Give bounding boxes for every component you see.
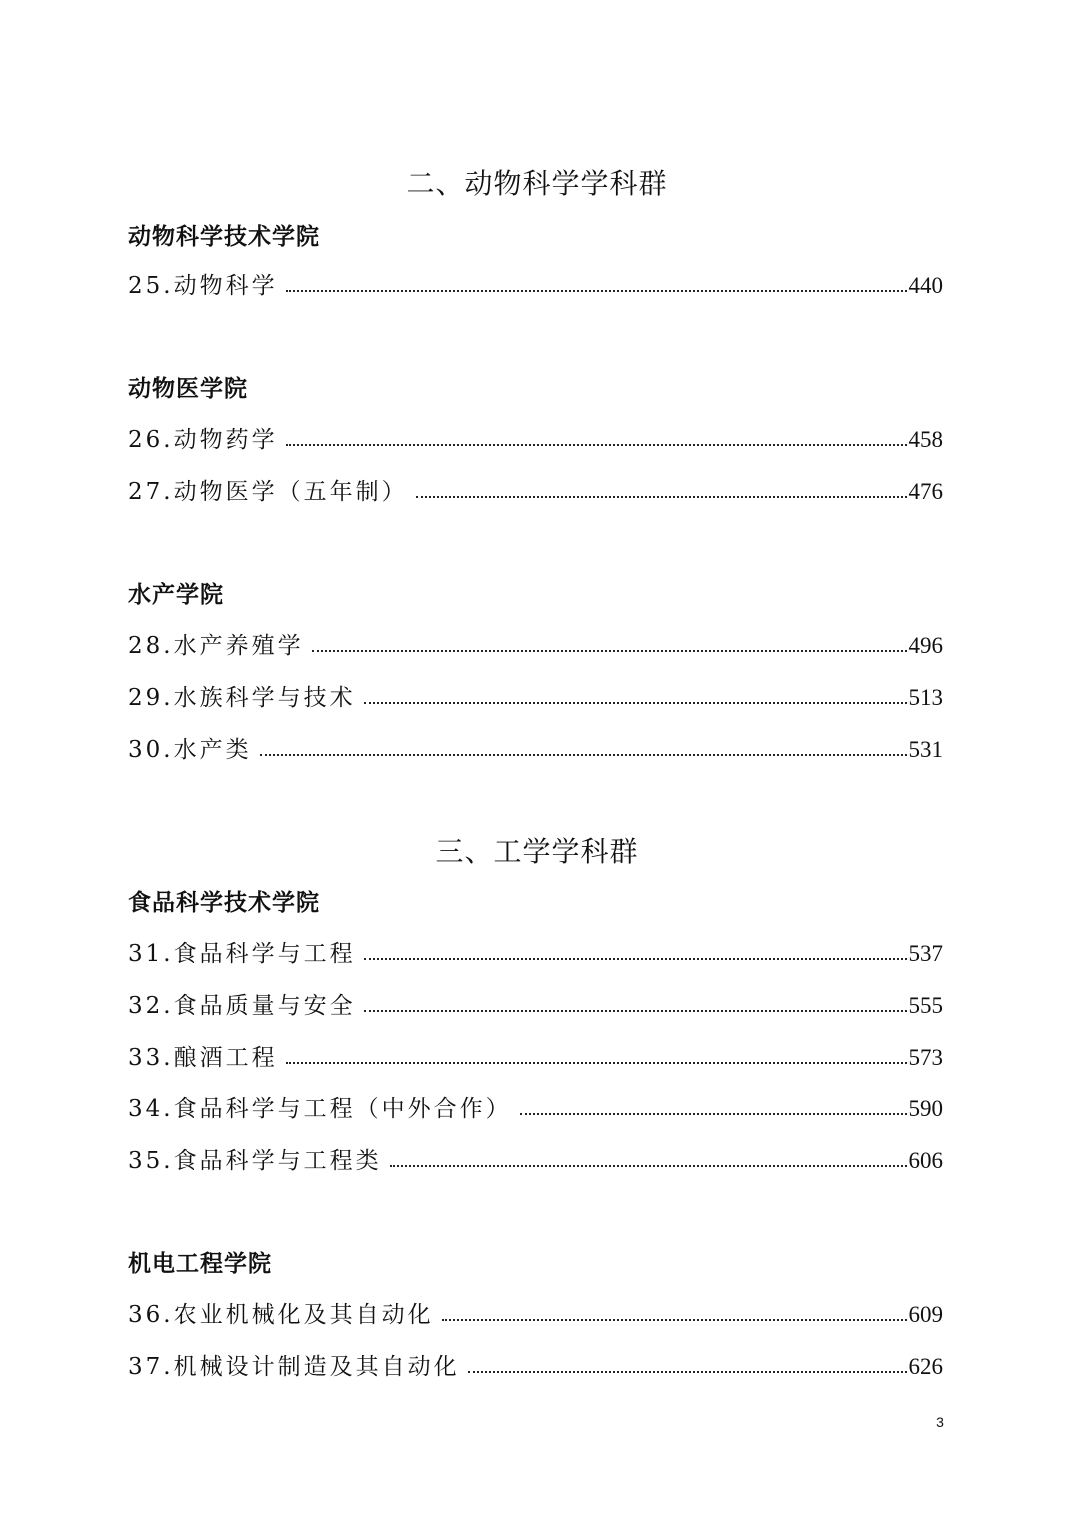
toc-entry-page: 555: [908, 993, 943, 1018]
toc-entry-label: 29.水族科学与技术: [128, 685, 356, 711]
dot-leader: [364, 682, 907, 714]
toc-entry-label: 32.食品质量与安全: [128, 993, 356, 1019]
toc-entry[interactable]: [128, 734, 943, 766]
dot-leader: [442, 1299, 907, 1331]
toc-entry-label: 26.动物药学: [128, 427, 278, 453]
toc-entry[interactable]: [128, 630, 943, 662]
toc-entry[interactable]: [128, 1093, 943, 1125]
dot-leader: [364, 938, 907, 970]
dot-leader: [468, 1351, 907, 1383]
college-heading: 动物科学技术学院: [128, 224, 320, 250]
dot-leader: [390, 1145, 907, 1177]
college-heading: 水产学院: [128, 582, 224, 608]
toc-entry-page: 606: [908, 1148, 943, 1173]
toc-entry[interactable]: [128, 1042, 943, 1074]
dot-leader: [416, 476, 907, 508]
toc-entry-label: 34.食品科学与工程（中外合作）: [128, 1096, 512, 1122]
college-heading: 机电工程学院: [128, 1251, 272, 1277]
toc-entry-page: 496: [908, 633, 943, 658]
toc-entry-label: 35.食品科学与工程类: [128, 1148, 382, 1174]
toc-entry-page: 513: [908, 685, 943, 710]
toc-entry-page: 537: [908, 941, 943, 966]
toc-entry[interactable]: [128, 990, 943, 1022]
toc-entry-label: 30.水产类: [128, 737, 252, 763]
toc-entry-page: 626: [908, 1354, 943, 1379]
dot-leader: [520, 1093, 907, 1125]
toc-entry[interactable]: [128, 1145, 943, 1177]
toc-entry-label: 28.水产养殖学: [128, 633, 304, 659]
toc-entry-label: 37.机械设计制造及其自动化: [128, 1354, 460, 1380]
toc-entry-page: 458: [908, 427, 943, 452]
toc-entry-label: 33.酿酒工程: [128, 1045, 278, 1071]
dot-leader: [286, 1042, 907, 1074]
toc-entry-page: 531: [908, 737, 943, 762]
toc-entry-label: 31.食品科学与工程: [128, 941, 356, 967]
toc-entry-page: 609: [908, 1302, 943, 1327]
section-title: 二、动物科学学科群: [406, 167, 668, 200]
dot-leader: [260, 734, 907, 766]
toc-entry-label: 27.动物医学（五年制）: [128, 479, 408, 505]
toc-entry-page: 573: [908, 1045, 943, 1070]
toc-entry[interactable]: [128, 938, 943, 970]
toc-entry[interactable]: [128, 476, 943, 508]
dot-leader: [286, 270, 907, 302]
toc-entry[interactable]: [128, 1351, 943, 1383]
toc-entry-page: 590: [908, 1096, 943, 1121]
toc-entry[interactable]: [128, 682, 943, 714]
dot-leader: [286, 424, 907, 456]
toc-entry[interactable]: [128, 270, 943, 302]
toc-entry-label: 25.动物科学: [128, 273, 278, 299]
toc-entry-label: 36.农业机械化及其自动化: [128, 1302, 434, 1328]
toc-entry-page: 476: [908, 479, 943, 504]
toc-entry-page: 440: [908, 273, 943, 298]
college-heading: 动物医学院: [128, 376, 248, 402]
page-number: 3: [936, 1414, 944, 1430]
dot-leader: [312, 630, 907, 662]
section-title: 三、工学学科群: [435, 835, 639, 868]
toc-entry[interactable]: [128, 424, 943, 456]
college-heading: 食品科学技术学院: [128, 890, 320, 916]
toc-entry[interactable]: [128, 1299, 943, 1331]
dot-leader: [364, 990, 907, 1022]
